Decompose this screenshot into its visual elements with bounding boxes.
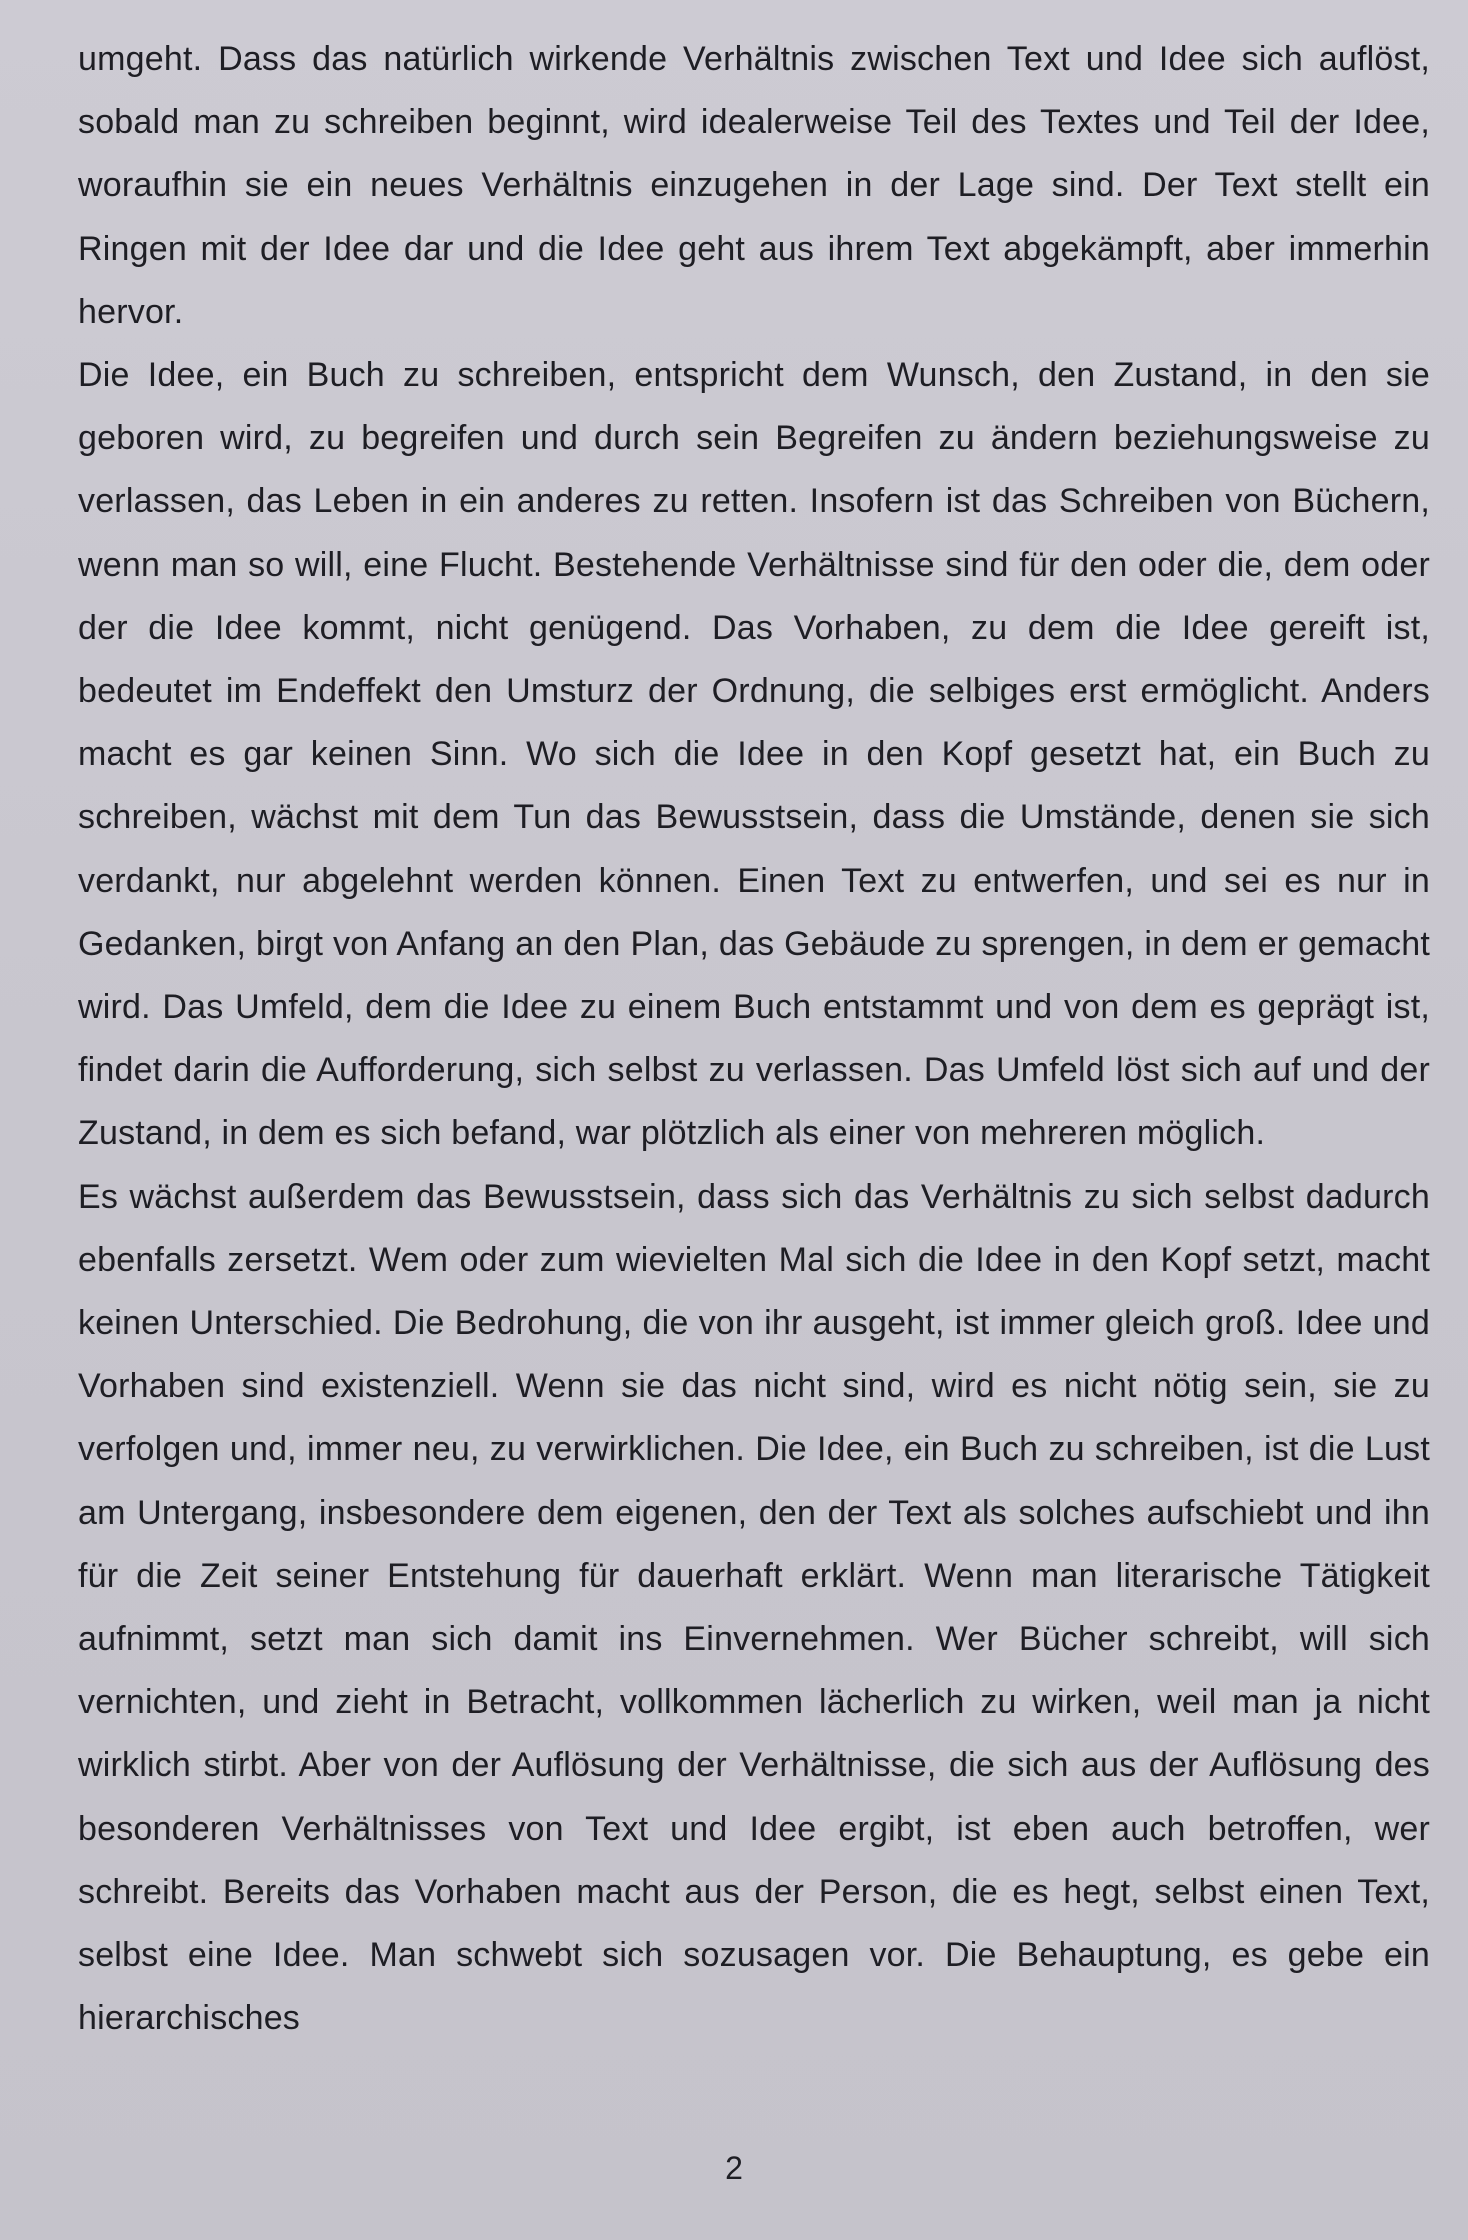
paragraph-1: umgeht. Dass das natürlich wirkende Verhältnis zwischen Text und Idee sich auflöst, sobald man zu schreiben beginnt, wird idealerweise Teil des Textes und Teil der Idee, woraufhin sie ein neues Verhältnis einzugehen in der Lage sind. Der Text stellt ein Ringen mit der Idee dar und die Idee geht aus ihrem Text abgekämpft, aber immerhin hervor. xyxy=(78,40,1430,331)
paragraph-2: Die Idee, ein Buch zu schreiben, entspricht dem Wunsch, den Zustand, in den sie geboren wird, zu begreifen und durch sein Begreifen zu ändern beziehungsweise zu verlassen, das Leben in ein anderes zu retten. Insofern ist das Schreiben von Büchern, wenn man so will, eine Flucht. Bestehende Verhältnisse sind für den oder die, dem oder der die Idee kommt, nicht genügend. Das Vorhaben, zu dem die Idee gereift ist, bedeutet im Endeffekt den Umsturz der Ordnung, die selbiges erst ermöglicht. Anders macht es gar keinen Sinn. Wo sich die Idee in den Kopf gesetzt hat, ein Buch zu schreiben, wächst mit dem Tun das Bewusstsein, dass die Umstände, denen sie sich verdankt, nur abgelehnt werden können. Einen Text zu entwerfen, und sei es nur in Gedanken, birgt von Anfang an den Plan, das Gebäude zu sprengen, in dem er gemacht wird. Das Umfeld, dem die Idee zu einem Buch entstammt und von dem es geprägt ist, findet darin die Aufforderung, sich selbst zu verlassen. Das Umfeld löst sich auf und der Zustand, in dem es sich befand, war plötzlich als einer von mehreren möglich. xyxy=(78,356,1430,1153)
paragraph-3: Es wächst außerdem das Bewusstsein, dass sich das Verhältnis zu sich selbst dadurch ebenfalls zersetzt. Wem oder zum wievielten Mal sich die Idee in den Kopf setzt, macht keinen Unterschied. Die Bedrohung, die von ihr ausgeht, ist immer gleich groß. Idee und Vorhaben sind existenziell. Wenn sie das nicht sind, wird es nicht nötig sein, sie zu verfolgen und, immer neu, zu verwirklichen. Die Idee, ein Buch zu schreiben, ist die Lust am Untergang, insbesondere dem eigenen, den der Text als solches aufschiebt und ihn für die Zeit seiner Entstehung für dauerhaft erklärt. Wenn man literarische Tätigkeit aufnimmt, setzt man sich damit ins Einvernehmen. Wer Bücher schreibt, will sich vernichten, und zieht in Betracht, vollkommen lächerlich zu wirken, weil man ja nicht wirklich stirbt. Aber von der Auflösung der Verhältnisse, die sich aus der Auflösung des besonderen Verhältnisses von Text und Idee ergibt, ist eben auch betroffen, wer schreibt. Bereits das Vorhaben macht aus der Person, die es hegt, selbst einen Text, selbst eine Idee. Man schwebt sich sozusagen vor. Die Behauptung, es gebe ein hierarchisches xyxy=(78,1177,1430,2038)
page-number: 2 xyxy=(725,2150,743,2186)
body-text xyxy=(78,28,1430,2051)
